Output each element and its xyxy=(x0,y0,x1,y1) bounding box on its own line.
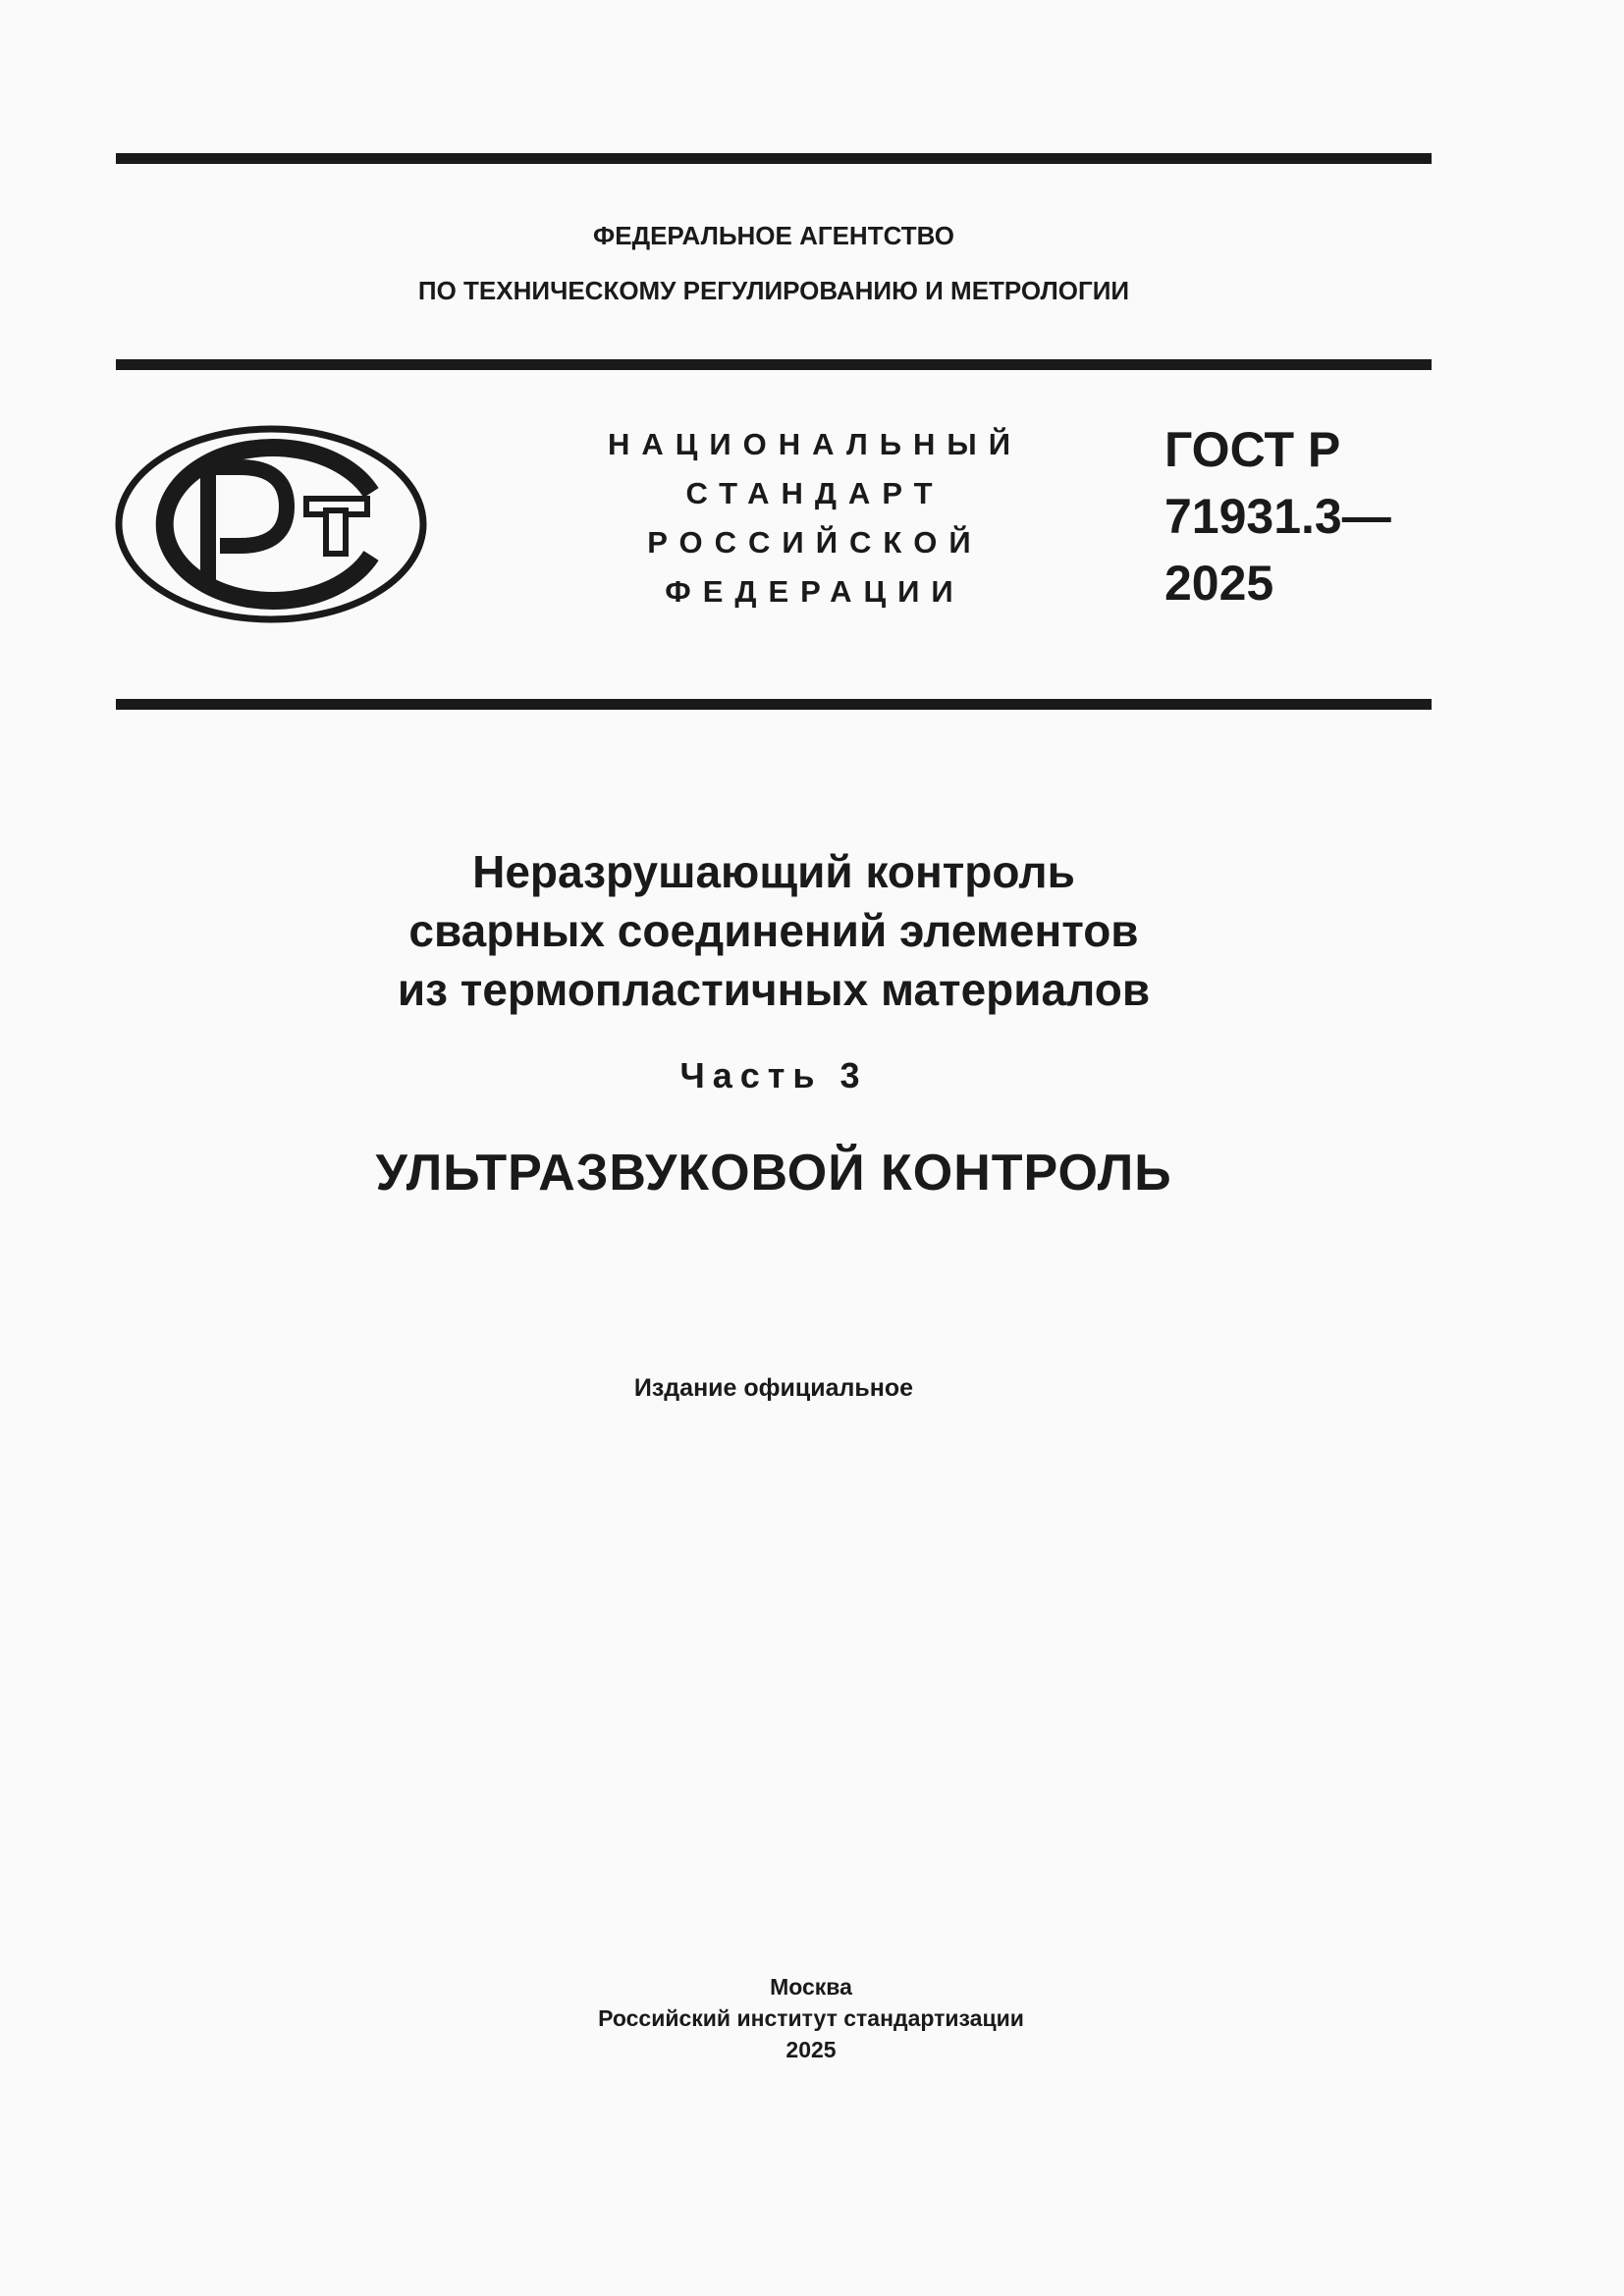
imprint-city: Москва xyxy=(770,1974,852,2000)
agency-header xyxy=(116,208,1432,318)
imprint-year: 2025 xyxy=(785,2037,837,2062)
designation-line-2: 71931.3— xyxy=(1164,489,1391,544)
agency-line-2: ПО ТЕХНИЧЕСКОМУ РЕГУЛИРОВАНИЮ И МЕТРОЛОГИИ xyxy=(417,276,1130,305)
title-line-2: сварных соединений элементов xyxy=(408,905,1139,956)
document-subtitle: УЛЬТРАЗВУКОВОЙ КОНТРОЛЬ xyxy=(375,1145,1172,1201)
gost-r-pct-logo-icon xyxy=(114,424,428,624)
edition-label: Издание официальное xyxy=(633,1374,914,1402)
document-title xyxy=(116,842,1432,1019)
title-line-1: Неразрушающий контроль xyxy=(472,846,1075,897)
standard-designation xyxy=(1164,416,1391,616)
national-line-1: НАЦИОНАЛЬНЫЙ xyxy=(607,427,1023,461)
imprint-publisher: Российский институт стандартизации xyxy=(598,2005,1024,2031)
agency-line-1: ФЕДЕРАЛЬНОЕ АГЕНТСТВО xyxy=(593,221,954,250)
national-line-3: РОССИЙСКОЙ xyxy=(647,525,983,560)
national-line-2: СТАНДАРТ xyxy=(685,476,945,510)
national-line-4: ФЕДЕРАЦИИ xyxy=(665,574,965,609)
national-standard-label xyxy=(560,420,1070,616)
top-rule xyxy=(116,153,1432,164)
designation-line-1: ГОСТ Р xyxy=(1164,422,1341,477)
imprint xyxy=(116,1971,1506,2065)
section-rule xyxy=(116,699,1432,710)
designation-line-3: 2025 xyxy=(1164,556,1274,611)
title-line-3: из термопластичных материалов xyxy=(397,964,1151,1015)
header-rule xyxy=(116,359,1432,370)
part-label: Часть 3 xyxy=(679,1055,868,1095)
